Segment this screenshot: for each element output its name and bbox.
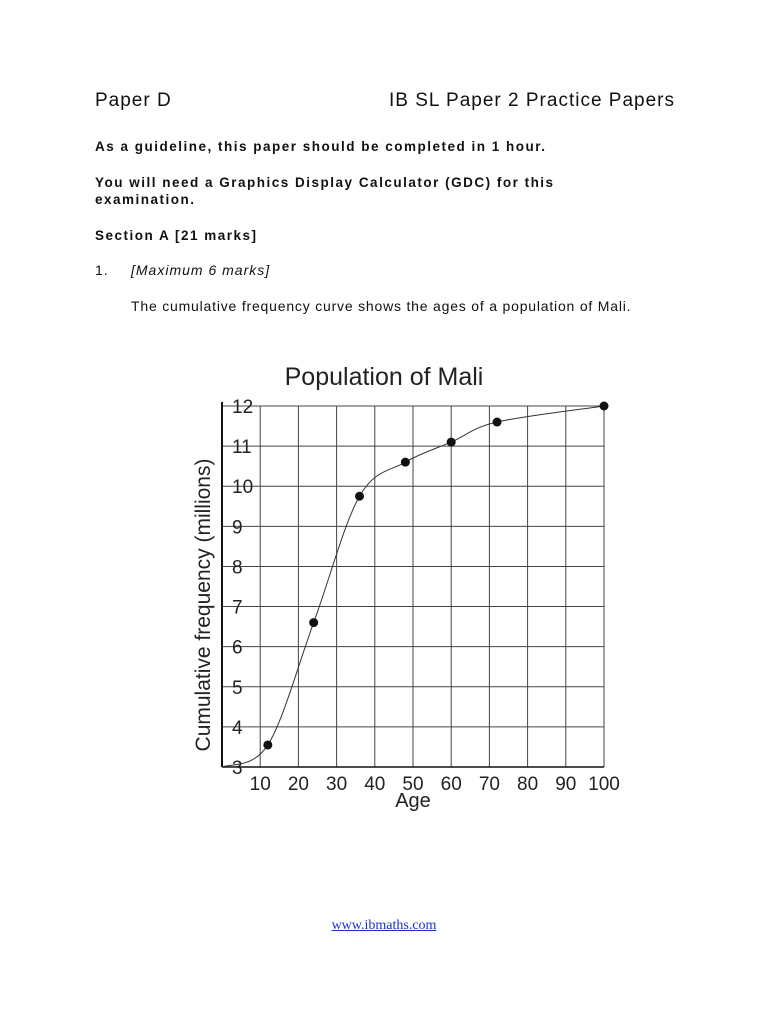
x-tick-label: 70	[478, 774, 500, 795]
x-tick-label: 20	[287, 774, 309, 795]
data-point	[309, 618, 318, 627]
paper-label: Paper D	[95, 90, 172, 111]
data-point	[447, 438, 456, 447]
y-tick-label: 7	[232, 597, 243, 619]
y-tick-label: 11	[232, 437, 252, 459]
page-header	[95, 90, 675, 116]
y-tick-label: 5	[232, 677, 243, 699]
data-point	[355, 492, 364, 501]
x-tick-label: 80	[517, 774, 539, 795]
data-point	[600, 402, 609, 411]
y-tick-label: 12	[232, 397, 254, 418]
section-heading: Section A [21 marks]	[95, 228, 258, 243]
x-tick-label: 40	[364, 774, 386, 795]
x-tick-label: 100	[588, 774, 620, 795]
time-guideline: As a guideline, this paper should be completed in 1 hour.	[95, 139, 547, 154]
paper-series-title: IB SL Paper 2 Practice Papers	[389, 90, 675, 111]
data-point	[401, 458, 410, 467]
y-tick-label: 10	[232, 477, 254, 499]
data-point	[263, 740, 272, 749]
y-tick-label: 6	[232, 637, 243, 659]
website-link[interactable]: www.ibmaths.com	[331, 918, 437, 933]
question-marks: [Maximum 6 marks]	[131, 262, 271, 278]
question-text: The cumulative frequency curve shows the ages of a population of Mali.	[131, 298, 632, 314]
x-tick-label: 90	[555, 774, 577, 795]
chart-background	[150, 355, 640, 820]
x-axis-label: Age	[395, 790, 431, 812]
calculator-note-line1: You will need a Graphics Display Calculator (GDC) for this	[95, 175, 555, 190]
y-tick-label: 8	[232, 557, 243, 579]
calculator-note-line2: examination.	[95, 192, 196, 207]
data-point	[493, 418, 502, 427]
y-tick-label: 9	[232, 517, 243, 539]
x-tick-label: 50	[402, 774, 424, 795]
x-tick-label: 30	[326, 774, 348, 795]
y-tick-label: 3	[232, 758, 243, 779]
x-tick-label: 60	[440, 774, 462, 795]
cumulative-frequency-chart	[150, 355, 640, 820]
y-tick-label: 4	[232, 717, 243, 739]
question-number: 1.	[95, 262, 109, 278]
footer	[0, 918, 768, 934]
y-axis-label: Cumulative frequency (millions)	[192, 458, 215, 752]
x-tick-label: 10	[249, 774, 271, 795]
chart-title: Population of Mali	[284, 363, 484, 391]
